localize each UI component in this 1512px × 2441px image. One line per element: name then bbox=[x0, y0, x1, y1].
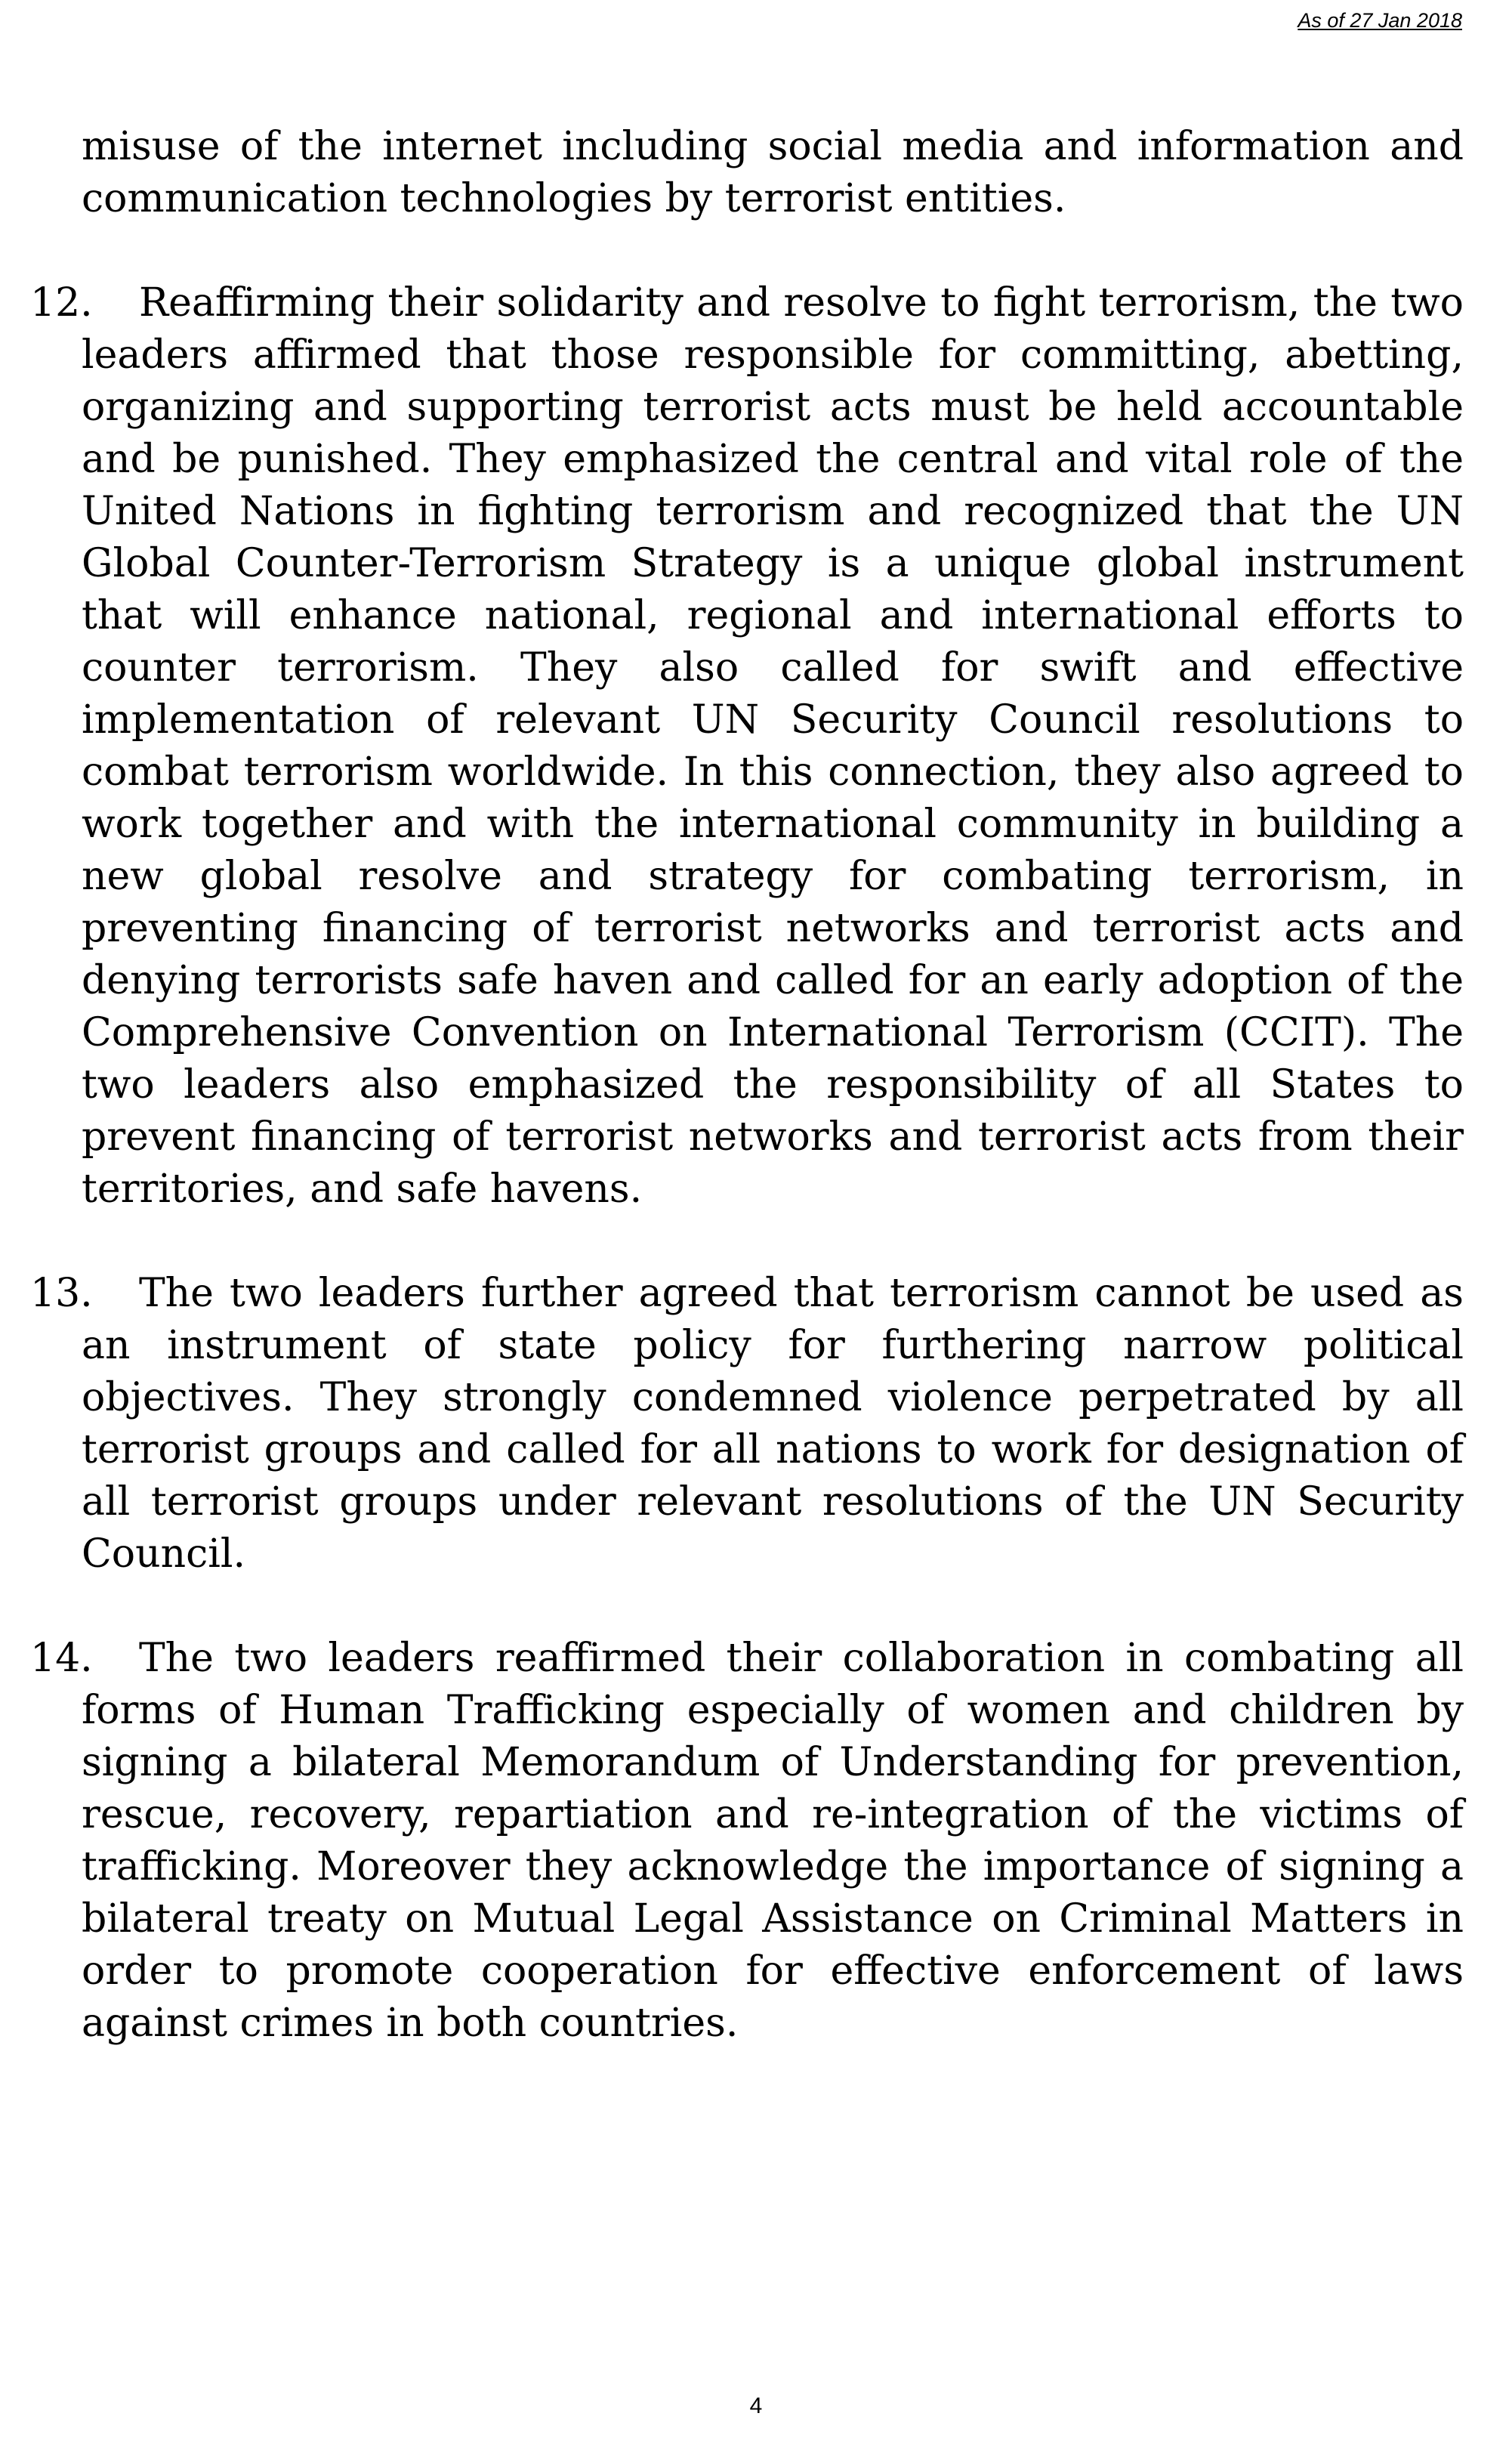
paragraph-number: 12. bbox=[30, 280, 93, 326]
paragraph-13 bbox=[30, 1268, 1464, 1580]
paragraph-text: The two leaders reaffirmed their collaboration in combating all forms of Human Trafficking especially of women and children by signing a bilateral Memorandum of Understanding for prevention, rescue, recovery, repartiation and re-integration of the victims of trafficking. Moreover they acknowledge the importance of signing a bilateral treaty on Mutual Legal Assistance on Criminal Matters in order to promote cooperation for effective enforcement of laws against crimes in both countries. bbox=[82, 1636, 1464, 2046]
paragraph-number: 14. bbox=[30, 1636, 93, 1681]
paragraph-12 bbox=[30, 277, 1464, 1216]
paragraph-text: Reaffirming their solidarity and resolve to fight terrorism, the two leaders affirmed that those responsible for committing, abetting, organizing and supporting terrorist acts must be held accountable and be punished. They emphasized the central and vital role of the United Nations in fighting terrorism and recognized that the UN Global Counter-Terrorism Strategy is a unique global instrument that will enhance national, regional and international efforts to counter terrorism. They also called for swift and effective implementation of relevant UN Security Council resolutions to combat terrorism worldwide. In this connection, they also agreed to work together and with the international community in building a new global resolve and strategy for combating terrorism, in preventing financing of terrorist networks and terrorist acts and denying terrorists safe haven and called for an early adoption of the Comprehensive Convention on International Terrorism (CCIT). The two leaders also emphasized the responsibility of all States to prevent financing of terrorist networks and terrorist acts from their territories, and safe havens. bbox=[82, 280, 1464, 1212]
date-stamp: As of 27 Jan 2018 bbox=[1298, 9, 1462, 32]
paragraph-number: 13. bbox=[30, 1271, 93, 1316]
page-number: 4 bbox=[749, 2393, 763, 2418]
document-body bbox=[30, 121, 1464, 2102]
continuation-paragraph: misuse of the internet including social media and information and communication technologies by terrorist entities. bbox=[82, 124, 1464, 221]
paragraph-14 bbox=[30, 1633, 1464, 2050]
paragraph-text: The two leaders further agreed that terrorism cannot be used as an instrument of state policy for furthering narrow political objectives. They strongly condemned violence perpetrated by all terrorist groups and called for all nations to work for designation of all terrorist groups under relevant resolutions of the UN Security Council. bbox=[82, 1271, 1464, 1577]
